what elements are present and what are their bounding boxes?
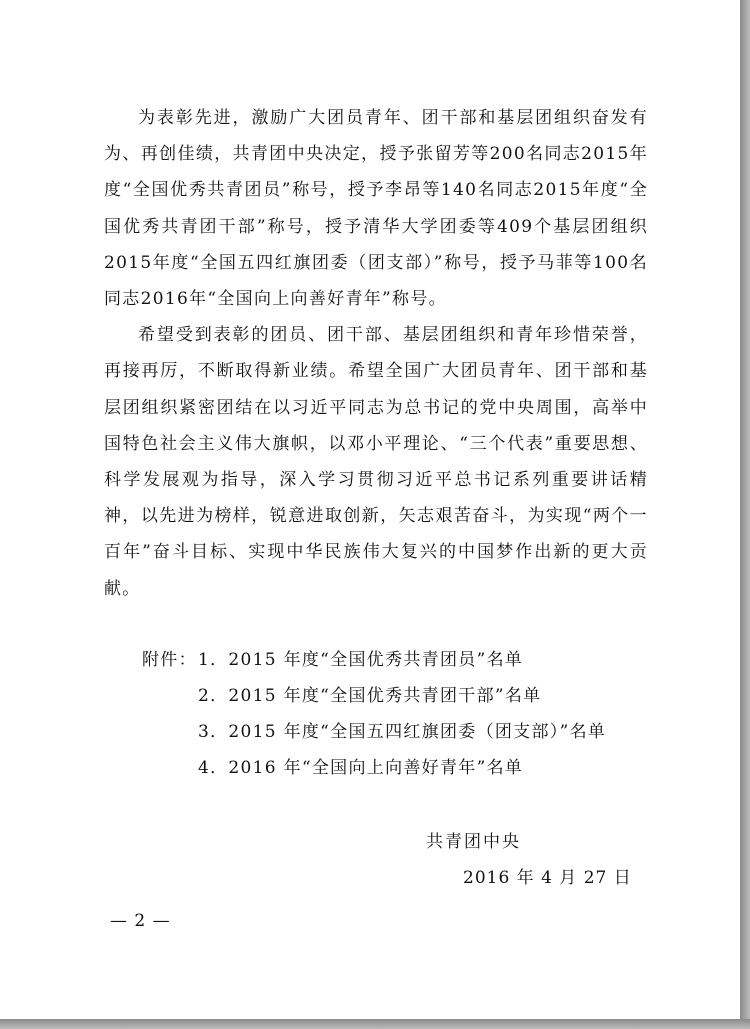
page-number: — 2 — [110,911,171,931]
attachment-item [142,750,606,786]
attachments-label: 附件： [142,650,197,670]
attachment-item [142,714,606,750]
attachment-item-text: 3．2015 年度“全国五四红旗团委（团支部）”名单 [198,722,607,742]
paragraph-expectation: 希望受到表彰的团员、团干部、基层团组织和青年珍惜荣誉，再接再厉，不断取得新业绩。希望全国广大团员青年、团干部和基层团组织紧密团结在以习近平同志为总书记的党中央周围，高举中国特色社会主义伟大旗帜，以邓小平理论、“三个代表”重要思想、科学发展观为指导，深入学习贯彻习近平总书记系列重要讲话精神，以先进为榜样，锐意进取创新，矢志艰苦奋斗，为实现“两个一百年”奋斗目标、实现中华民族伟大复兴的中国梦作出新的更大贡献。 [104,325,648,599]
attachments-list [142,642,606,786]
paragraph-commendation: 为表彰先进，激励广大团员青年、团干部和基层团组织奋发有为、再创佳绩，共青团中央决定，授予张留芳等200名同志2015年度“全国优秀共青团员”称号，授予李昂等140名同志2015年度“全国优秀共青团干部”称号，授予清华大学团委等409个基层团组织2015年度“全国五四红旗团委（团支部）”称号，授予马菲等100名同志2016年“全国向上向善好青年”称号。 [104,108,648,310]
attachment-item-text: 1．2015 年度“全国优秀共青团员”名单 [198,650,524,670]
page-shadow-right [740,0,750,1029]
attachment-item-text: 2．2015 年度“全国优秀共青团干部”名单 [198,686,542,706]
issue-date: 2016 年 4 月 27 日 [463,868,632,888]
page-shadow-bottom [0,1019,750,1029]
document-body [104,100,648,607]
attachment-item [142,642,606,678]
attachment-item [142,678,606,714]
attachment-item-text: 4．2016 年“全国向上向善好青年”名单 [198,758,524,778]
issuer-signature: 共青团中央 [426,832,521,852]
